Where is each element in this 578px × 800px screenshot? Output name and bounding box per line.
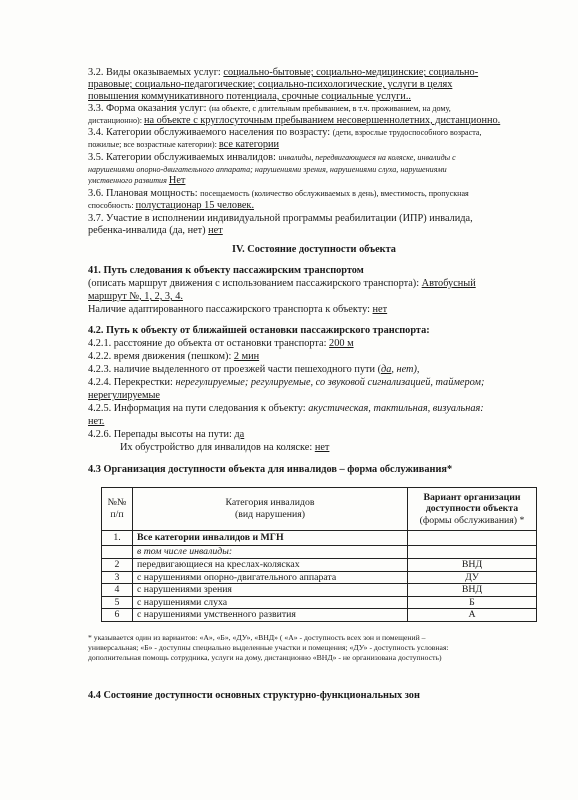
disabled-category-line-1: 3.5. Категории обслуживаемых инвалидов: инвалиды, передвигающиеся на коляске, инвалиды с — [88, 152, 456, 163]
age-category-line-2: пожилые; все возрастные категории): все категории — [88, 139, 280, 150]
row-value: ВНД — [408, 559, 537, 572]
ipr-line-2: ребенка-инвалида (да, нет) нет — [88, 225, 223, 236]
table-row — [102, 596, 537, 609]
capacity-line-2: способность: полустационар 15 человек. — [88, 200, 255, 211]
row-category: с нарушениями умственного развития — [133, 609, 408, 622]
travel-time-line: 4.2.2. время движения (пешком): 2 мин — [88, 351, 260, 362]
table-subheader-row — [102, 546, 537, 559]
footnote-line-2: универсальная; «Б» - доступны специально выделенные участки и помещения; «ДУ» - доступность условная: — [88, 643, 449, 652]
service-form-table — [101, 487, 537, 622]
row-number: 2 — [102, 559, 133, 572]
row-category: с нарушениями зрения — [133, 584, 408, 597]
disabled-category-line-3: умственного развития Нет — [88, 175, 186, 186]
route-info-line-1: 4.2.5. Информация на пути следования к объекту: акустическая, тактильная, визуальная: — [88, 403, 484, 414]
table-row — [102, 571, 537, 584]
crossings-line-1: 4.2.4. Перекрестки: нерегулируемые; регулируемые, со звуковой сигнализацией, таймером; — [88, 377, 485, 388]
height-diff-line: 4.2.6. Перепады высоты на пути: да — [88, 429, 245, 440]
crossings-line-2: нерегулируемые — [88, 390, 160, 401]
table-header-row — [102, 488, 537, 531]
service-form-table-title: 4.3 Организация доступности объекта для инвалидов – форма обслуживания* — [88, 464, 453, 475]
header-category: Категория инвалидов (вид нарушения) — [133, 488, 408, 531]
table-row — [102, 559, 537, 572]
transport-route-title: 41. Путь следования к объекту пассажирским транспортом — [88, 265, 364, 276]
row-category: с нарушениями опорно-двигательного аппарата — [133, 571, 408, 584]
header-variant: Вариант организации доступности объекта (формы обслуживания) * — [408, 488, 537, 531]
zones-section-title: 4.4 Состояние доступности основных структурно-функциональных зон — [88, 690, 420, 701]
route-info-line-2: нет. — [88, 416, 105, 427]
row-number: 4 — [102, 584, 133, 597]
services-line-3: повышения коммуникативного потенциала, срочные социальные услуги.. — [88, 91, 411, 102]
footnote-line-3: дополнительная помощь сотрудника, услуги на дому, дистанционно «ВНД» - не организована доступность) — [88, 653, 442, 662]
services-line-1: 3.2. Виды оказываемых услуг: социально-бытовые; социально-медицинские; социально- — [88, 67, 479, 78]
footnote-line-1: * указывается один из вариантов: «А», «Б», «ДУ», «ВНД» ( «А» - доступность всех зон и помещений – — [88, 633, 426, 642]
row-value: Б — [408, 596, 537, 609]
row-value: ДУ — [408, 571, 537, 584]
header-number: №№ п/п — [102, 488, 133, 531]
distance-line: 4.2.1. расстояние до объекта от остановки транспорта: 200 м — [88, 338, 354, 349]
path-to-object-title: 4.2. Путь к объекту от ближайшей остановки пассажирского транспорта: — [88, 325, 430, 336]
capacity-line-1: 3.6. Плановая мощность: посещаемость (количество обслуживаемых в день), вместимость, пропускная — [88, 188, 469, 199]
service-form-line-2: дистанционно): на объекте с круглосуточным пребыванием несовершеннолетних, дистанционно. — [88, 115, 501, 126]
disabled-category-line-2: нарушениями опорно-двигательного аппарата; нарушениями зрения, нарушениями слуха, нарушениями — [88, 165, 447, 174]
row-number: 3 — [102, 571, 133, 584]
services-line-2: правовые; социально-педагогические; социально-психологические, услуги в целях — [88, 79, 453, 90]
row-category: передвигающиеся на креслах-колясках — [133, 559, 408, 572]
section-4-title: IV. Состояние доступности объекта — [232, 244, 396, 255]
table-row — [102, 584, 537, 597]
subheader-text: в том числе инвалиды: — [133, 546, 408, 559]
ipr-line-1: 3.7. Участие в исполнении индивидуальной программы реабилитации (ИПР) инвалида, — [88, 213, 473, 224]
row-value: ВНД — [408, 584, 537, 597]
row-category: Все категории инвалидов и МГН — [133, 531, 408, 546]
adapted-transport-line: Наличие адаптированного пассажирского транспорта к объекту: нет — [88, 304, 388, 315]
transport-route-line-2: маршрут №, 1, 2, 3, 4. — [88, 291, 183, 302]
row-value — [408, 531, 537, 546]
pedestrian-path-line: 4.2.3. наличие выделенного от проезжей части пешеходного пути (да, нет), — [88, 364, 420, 375]
wheelchair-arrangement-line: Их обустройство для инвалидов на коляске: нет — [120, 442, 330, 453]
row-number: 1. — [102, 531, 133, 546]
age-category-line-1: 3.4. Категории обслуживаемого населения по возрасту: (дети, взрослые трудоспособного возраста, — [88, 127, 482, 138]
row-number: 6 — [102, 609, 133, 622]
row-value: А — [408, 609, 537, 622]
transport-route-line-1: (описать маршрут движения с использованием пассажирского транспорта): Автобусный — [88, 278, 476, 289]
table-row — [102, 609, 537, 622]
row-category: с нарушениями слуха — [133, 596, 408, 609]
row-number: 5 — [102, 596, 133, 609]
table-row — [102, 531, 537, 546]
service-form-line-1: 3.3. Форма оказания услуг: (на объекте, с длительным пребыванием, в т.ч. проживанием, на дому, — [88, 103, 451, 114]
